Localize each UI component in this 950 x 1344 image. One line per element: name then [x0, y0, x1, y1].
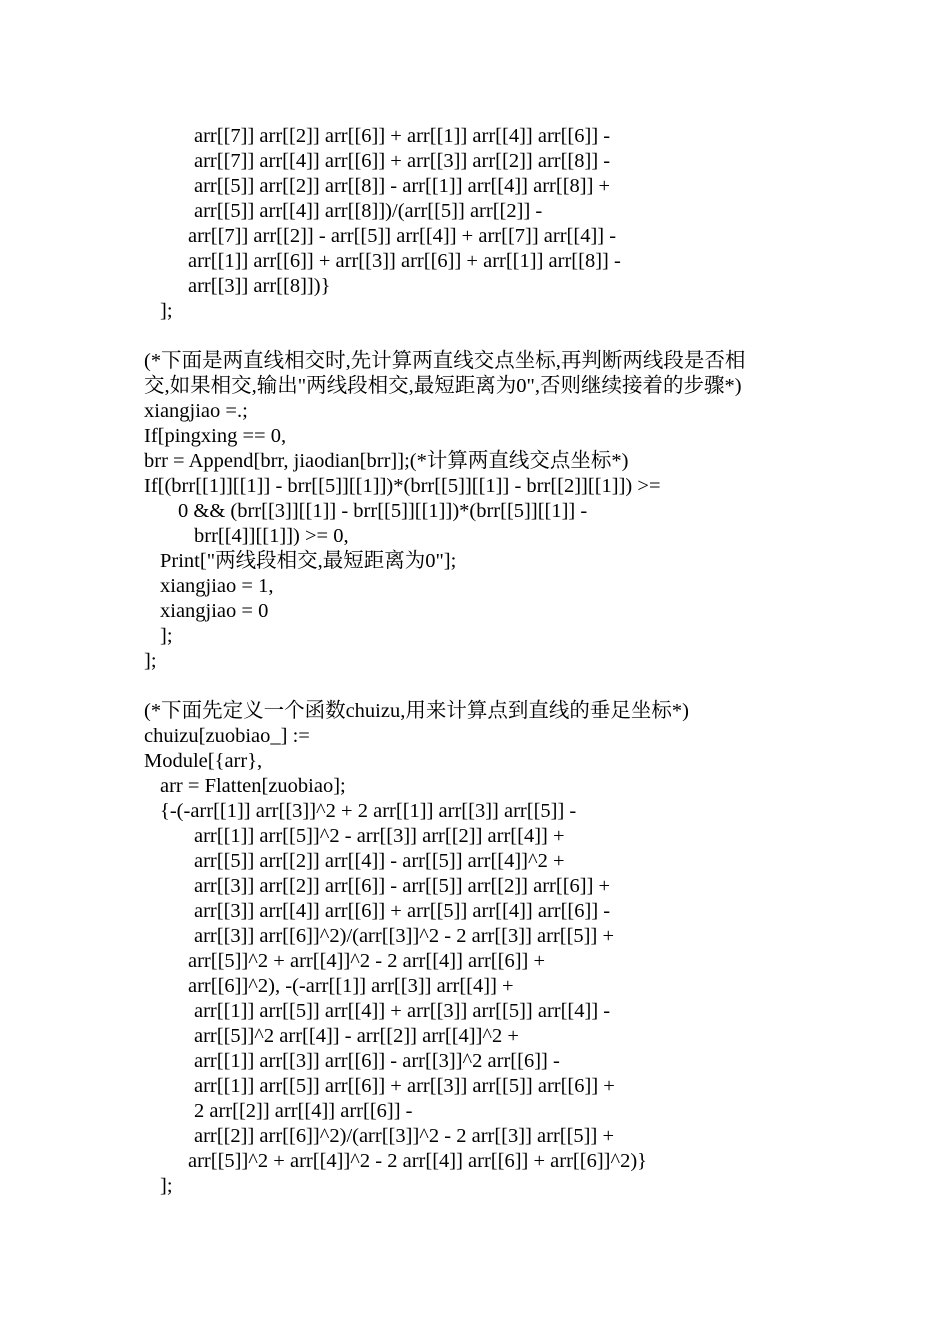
code-line: (*下面先定义一个函数chuizu,用来计算点到直线的垂足坐标*)	[144, 700, 689, 722]
code-line: Module[{arr},	[144, 750, 263, 772]
code-line: 0 && (brr[[3]][[1]] - brr[[5]][[1]])*(brr[[5]][[1]] -	[178, 500, 588, 522]
code-line: arr[[5]]^2 + arr[[4]]^2 - 2 arr[[4]] arr[[6]] +	[188, 950, 546, 972]
code-listing	[144, 124, 844, 1199]
code-line: arr[[1]] arr[[5]] arr[[6]] + arr[[3]] arr[[5]] arr[[6]] +	[194, 1075, 615, 1097]
code-line: ];	[160, 625, 173, 647]
code-line: 2 arr[[2]] arr[[4]] arr[[6]] -	[194, 1100, 413, 1122]
code-block	[144, 124, 844, 324]
code-line: If[(brr[[1]][[1]] - brr[[5]][[1]])*(brr[[5]][[1]] - brr[[2]][[1]]) >=	[144, 475, 661, 497]
code-line: xiangjiao = 1,	[160, 575, 274, 597]
code-line: arr[[2]] arr[[6]]^2)/(arr[[3]]^2 - 2 arr[[3]] arr[[5]] +	[194, 1125, 615, 1147]
code-line: If[pingxing == 0,	[144, 425, 287, 447]
code-line: (*下面是两直线相交时,先计算两直线交点坐标,再判断两线段是否相	[144, 350, 746, 372]
code-line: arr[[6]]^2), -(-arr[[1]] arr[[3]] arr[[4]] +	[188, 975, 514, 997]
code-line: arr[[5]]^2 arr[[4]] - arr[[2]] arr[[4]]^2 +	[194, 1025, 519, 1047]
code-line: arr[[1]] arr[[5]] arr[[4]] + arr[[3]] arr[[5]] arr[[4]] -	[194, 1000, 611, 1022]
code-line: ];	[160, 1175, 173, 1197]
code-line: arr[[5]]^2 + arr[[4]]^2 - 2 arr[[4]] arr[[6]] + arr[[6]]^2)}	[188, 1150, 648, 1172]
code-line: arr[[3]] arr[[2]] arr[[6]] - arr[[5]] arr[[2]] arr[[6]] +	[194, 875, 611, 897]
code-line: brr[[4]][[1]]) >= 0,	[194, 525, 349, 547]
code-line: arr[[5]] arr[[4]] arr[[8]])/(arr[[5]] arr[[2]] -	[194, 200, 543, 222]
code-line: arr[[5]] arr[[2]] arr[[8]] - arr[[1]] arr[[4]] arr[[8]] +	[194, 175, 611, 197]
code-line: xiangjiao =.;	[144, 400, 248, 422]
code-line: xiangjiao = 0	[160, 600, 269, 622]
code-line: arr[[7]] arr[[4]] arr[[6]] + arr[[3]] arr[[2]] arr[[8]] -	[194, 150, 611, 172]
code-block	[144, 699, 844, 1199]
block-separator	[144, 674, 844, 699]
code-line: arr[[3]] arr[[4]] arr[[6]] + arr[[5]] arr[[4]] arr[[6]] -	[194, 900, 611, 922]
code-block	[144, 349, 844, 674]
code-line: 交,如果相交,输出"两线段相交,最短距离为0",否则继续接着的步骤*)	[144, 375, 742, 397]
code-line: brr = Append[brr, jiaodian[brr]];(*计算两直线交点坐标*)	[144, 450, 629, 472]
code-line: arr[[7]] arr[[2]] - arr[[5]] arr[[4]] + arr[[7]] arr[[4]] -	[188, 225, 617, 247]
code-line: arr[[1]] arr[[3]] arr[[6]] - arr[[3]]^2 arr[[6]] -	[194, 1050, 560, 1072]
code-line: arr[[3]] arr[[6]]^2)/(arr[[3]]^2 - 2 arr[[3]] arr[[5]] +	[194, 925, 615, 947]
code-line: {-(-arr[[1]] arr[[3]]^2 + 2 arr[[1]] arr[[3]] arr[[5]] -	[160, 800, 577, 822]
block-separator	[144, 324, 844, 349]
code-line: arr[[1]] arr[[6]] + arr[[3]] arr[[6]] + arr[[1]] arr[[8]] -	[188, 250, 621, 272]
code-line: arr[[7]] arr[[2]] arr[[6]] + arr[[1]] arr[[4]] arr[[6]] -	[194, 125, 611, 147]
code-line: arr = Flatten[zuobiao];	[160, 775, 346, 797]
code-line: ];	[144, 650, 157, 672]
code-line: chuizu[zuobiao_] :=	[144, 725, 310, 747]
code-line: arr[[3]] arr[[8]])}	[188, 275, 331, 297]
code-line: arr[[5]] arr[[2]] arr[[4]] - arr[[5]] arr[[4]]^2 +	[194, 850, 565, 872]
code-line: ];	[160, 300, 173, 322]
code-line: arr[[1]] arr[[5]]^2 - arr[[3]] arr[[2]] arr[[4]] +	[194, 825, 565, 847]
code-line: Print["两线段相交,最短距离为0"];	[160, 550, 457, 572]
